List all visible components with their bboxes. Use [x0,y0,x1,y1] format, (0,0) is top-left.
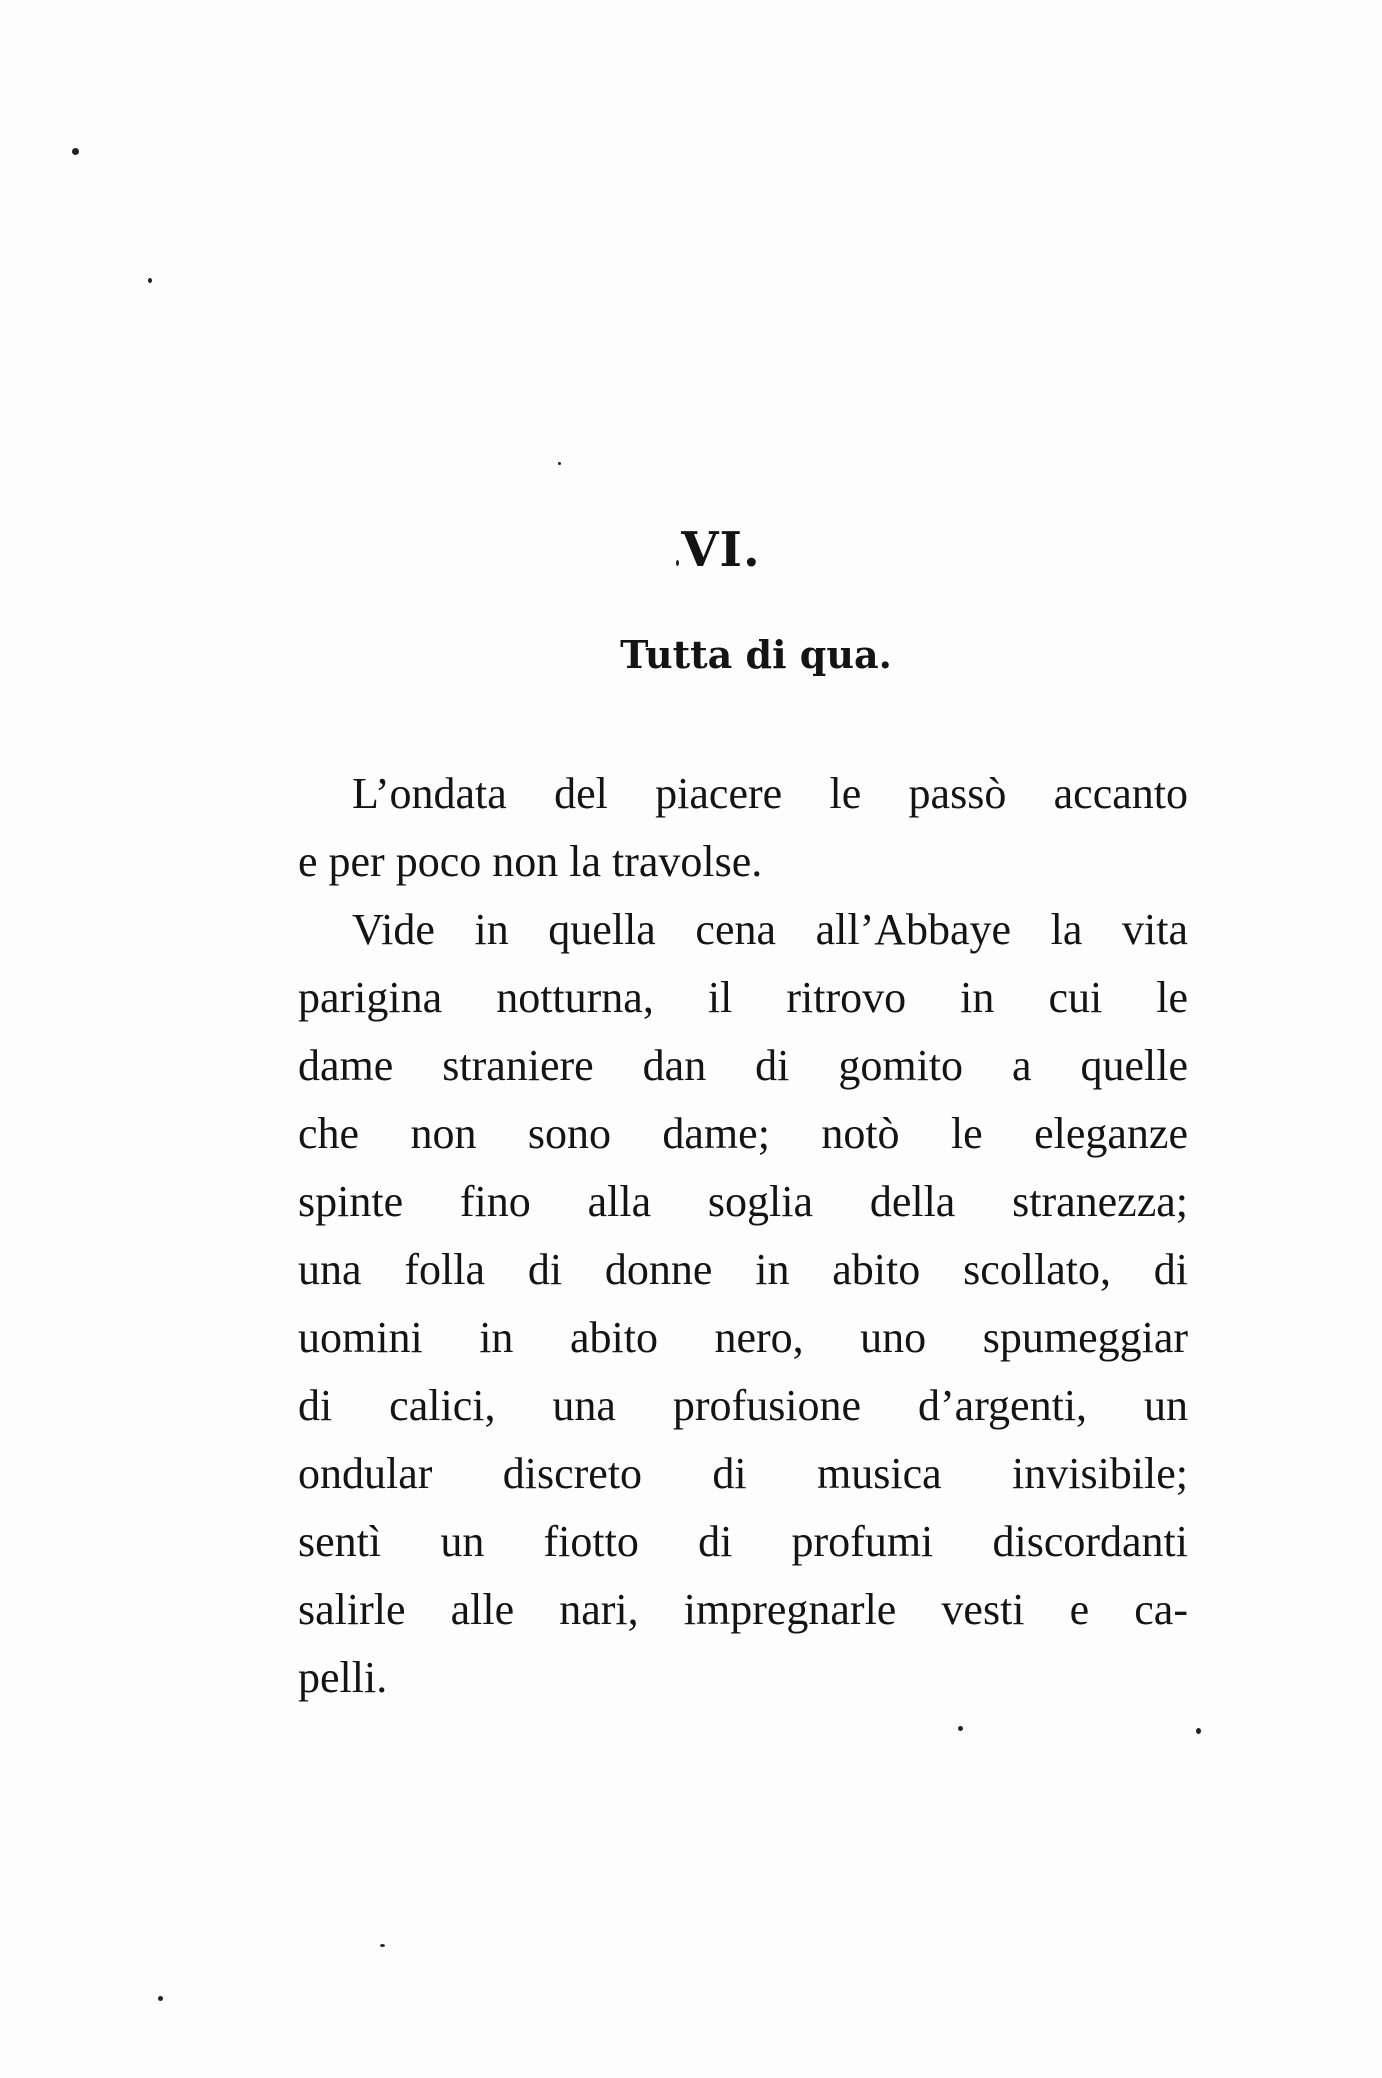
text-line: L’ondata del piacere le passò accanto [352,769,1188,818]
print-speck [158,1996,163,2001]
print-speck [380,1944,385,1947]
body-text [298,760,1188,1712]
text-line: e per poco non la travolse. [298,837,763,886]
text-line: salirle alle nari, impregnarle vesti e ca- [298,1585,1188,1634]
print-speck [72,148,79,155]
print-speck [958,1726,963,1731]
text-line: di calici, una profusione d’argenti, un [298,1381,1188,1430]
text-line: parigina notturna, il ritrovo in cui le [298,973,1188,1022]
text-line: uomini in abito nero, uno spumeggiar [298,1313,1188,1362]
paragraph [298,760,1188,896]
text-line: dame straniere dan di gomito a quelle [298,1041,1188,1090]
paragraph [298,896,1188,1712]
print-speck [558,462,561,465]
print-speck [1196,1728,1201,1734]
text-line: Vide in quella cena all’Abbaye la vita [352,905,1188,954]
text-line: spinte fino alla soglia della stranezza; [298,1177,1188,1226]
chapter-title: Tutta di qua. [620,632,892,677]
text-line: sentì un fiotto di profumi discordanti [298,1517,1188,1566]
text-line: una folla di donne in abito scollato, di [298,1245,1188,1294]
text-line: pelli. [298,1653,388,1702]
print-speck [148,278,152,283]
text-line: ondular discreto di musica invisibile; [298,1449,1188,1498]
text-line: che non sono dame; notò le eleganze [298,1109,1188,1158]
chapter-number: VI. [681,522,761,578]
